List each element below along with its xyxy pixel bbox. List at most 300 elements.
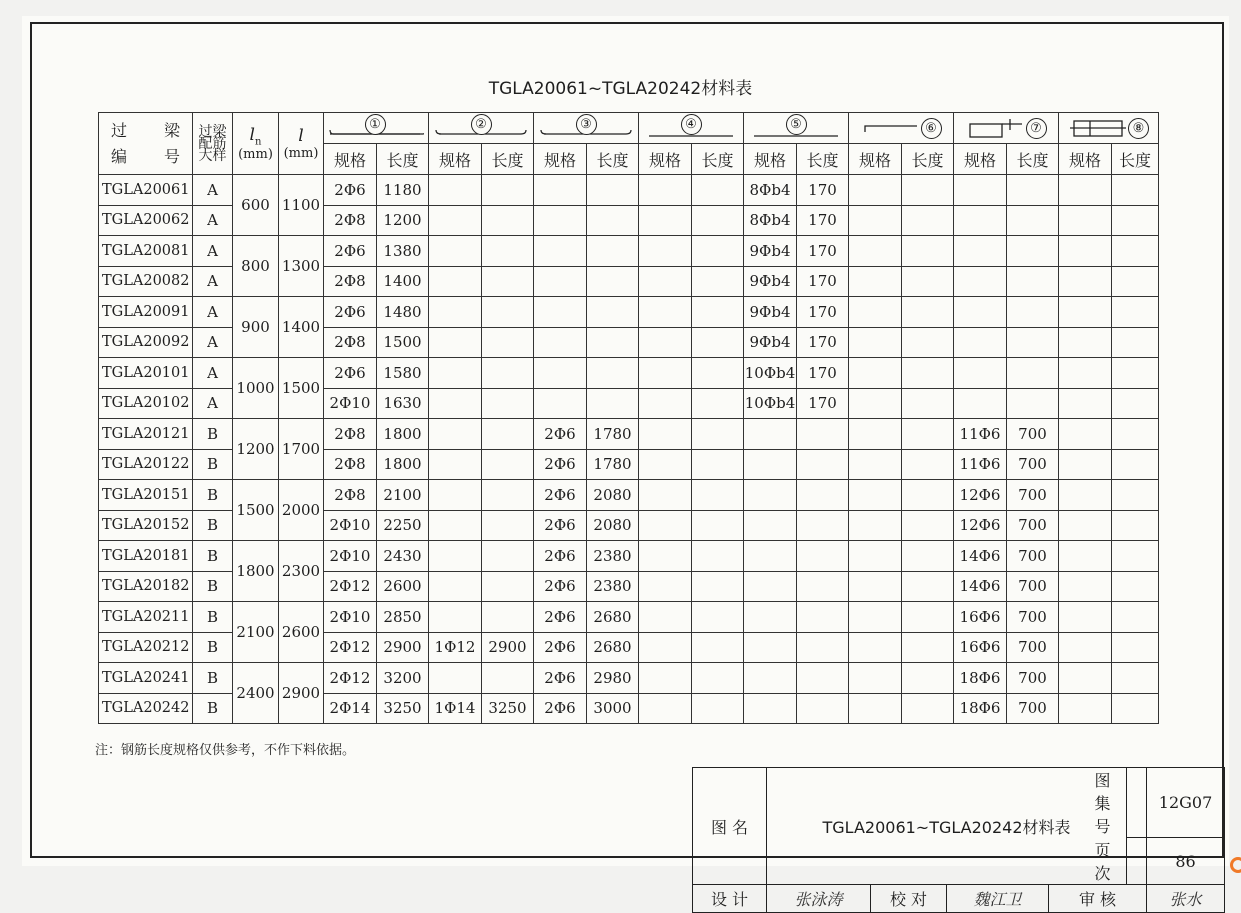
group-8-spec — [1059, 236, 1112, 267]
detail-type: B — [193, 632, 233, 663]
group-4-length — [692, 571, 744, 602]
detail-type: B — [193, 449, 233, 480]
group-3-length: 2980 — [587, 663, 639, 694]
ln-value: 1800 — [233, 541, 279, 602]
detail-type: A — [193, 266, 233, 297]
ln-value: 1000 — [233, 358, 279, 419]
group-1-spec: 2Φ6 — [324, 297, 377, 328]
group-8-spec — [1059, 297, 1112, 328]
group-1-spec: 2Φ8 — [324, 419, 377, 450]
group-6-spec — [849, 571, 902, 602]
table-row — [99, 297, 1159, 328]
group-6-length — [902, 510, 954, 541]
group-8-length — [1112, 327, 1159, 358]
table-row — [99, 358, 1159, 389]
group-4-spec — [639, 419, 692, 450]
group-5-spec — [744, 663, 797, 694]
group-8-spec — [1059, 419, 1112, 450]
group-1-length: 2900 — [377, 632, 429, 663]
spec-header: 规格 — [1059, 144, 1112, 175]
group-4-length — [692, 480, 744, 511]
beam-code: TGLA20211 — [99, 602, 193, 633]
ln-value: 1500 — [233, 480, 279, 541]
group-7-spec: 14Φ6 — [954, 541, 1007, 572]
beam-code: TGLA20241 — [99, 663, 193, 694]
group-7-header: ⑦ — [954, 113, 1059, 144]
page-number: 86 — [1147, 838, 1225, 885]
group-4-spec — [639, 236, 692, 267]
group-1-length: 1800 — [377, 449, 429, 480]
group-5-spec — [744, 419, 797, 450]
group-2-length — [482, 449, 534, 480]
group-4-spec — [639, 602, 692, 633]
group-8-length — [1112, 205, 1159, 236]
group-3-length: 2680 — [587, 602, 639, 633]
drawing-name: TGLA20061~TGLA20242材料表 — [767, 768, 1127, 885]
group-2-length — [482, 602, 534, 633]
spec-header: 规格 — [429, 144, 482, 175]
group-5-length: 170 — [797, 205, 849, 236]
group-2-spec — [429, 388, 482, 419]
group-3-length — [587, 297, 639, 328]
group-3-spec: 2Φ6 — [534, 602, 587, 633]
length-header: 长度 — [482, 144, 534, 175]
l-value: 1300 — [279, 236, 324, 297]
length-header: 长度 — [587, 144, 639, 175]
page-label: 页 次 — [1127, 838, 1147, 885]
group-6-spec — [849, 388, 902, 419]
ln-value: 900 — [233, 297, 279, 358]
group-1-length: 1800 — [377, 419, 429, 450]
beam-code: TGLA20061 — [99, 175, 193, 206]
group-6-length — [902, 480, 954, 511]
group-6-length — [902, 602, 954, 633]
group-4-spec — [639, 449, 692, 480]
footnote: 注：钢筋长度规格仅供参考，不作下料依据。 — [95, 743, 356, 758]
group-1-spec: 2Φ8 — [324, 480, 377, 511]
detail-type: B — [193, 571, 233, 602]
group-1-length: 1500 — [377, 327, 429, 358]
group-4-spec — [639, 693, 692, 724]
group-8-spec — [1059, 480, 1112, 511]
group-1-length: 1200 — [377, 205, 429, 236]
group-1-length: 1630 — [377, 388, 429, 419]
group-2-spec — [429, 510, 482, 541]
beam-code: TGLA20121 — [99, 419, 193, 450]
ln-value: 2400 — [233, 663, 279, 724]
group-8-length — [1112, 175, 1159, 206]
group-6-spec — [849, 327, 902, 358]
bar-shape-7-icon — [966, 116, 1026, 140]
group-4-spec — [639, 510, 692, 541]
group-2-length: 3250 — [482, 693, 534, 724]
group-3-length: 1780 — [587, 449, 639, 480]
group-2-spec — [429, 358, 482, 389]
group-7-spec — [954, 327, 1007, 358]
l-value: 2600 — [279, 602, 324, 663]
group-5-length: 170 — [797, 175, 849, 206]
group-7-length — [1007, 236, 1059, 267]
group-7-spec — [954, 175, 1007, 206]
group-4-length — [692, 205, 744, 236]
group-3-length: 1780 — [587, 419, 639, 450]
group-1-spec: 2Φ8 — [324, 449, 377, 480]
group-5-length: 170 — [797, 388, 849, 419]
drawing-name-label: 图 名 — [693, 768, 767, 885]
design-label: 设 计 — [693, 885, 767, 913]
group-4-length — [692, 449, 744, 480]
group-6-length — [902, 693, 954, 724]
group-7-length — [1007, 388, 1059, 419]
group-3-length — [587, 388, 639, 419]
group-6-length — [902, 266, 954, 297]
group-7-length — [1007, 266, 1059, 297]
detail-type: B — [193, 602, 233, 633]
group-3-length — [587, 358, 639, 389]
group-7-length: 700 — [1007, 571, 1059, 602]
group-2-length — [482, 480, 534, 511]
group-3-length: 2680 — [587, 632, 639, 663]
group-5-length: 170 — [797, 297, 849, 328]
group-7-spec: 11Φ6 — [954, 419, 1007, 450]
detail-type: A — [193, 297, 233, 328]
group-5-length — [797, 541, 849, 572]
group-4-length — [692, 358, 744, 389]
group-5-spec — [744, 480, 797, 511]
group-5-spec: 10Φb4 — [744, 358, 797, 389]
group-2-length — [482, 358, 534, 389]
length-header: 长度 — [797, 144, 849, 175]
group-5-length — [797, 571, 849, 602]
group-4-length — [692, 266, 744, 297]
group-6-spec — [849, 266, 902, 297]
corner-badge-icon — [1230, 857, 1241, 873]
group-6-length — [902, 571, 954, 602]
group-2-length — [482, 297, 534, 328]
group-8-length — [1112, 571, 1159, 602]
group-1-length: 2250 — [377, 510, 429, 541]
beam-code: TGLA20151 — [99, 480, 193, 511]
group-1-spec: 2Φ8 — [324, 266, 377, 297]
group-4-spec — [639, 663, 692, 694]
spec-header: 规格 — [534, 144, 587, 175]
group-5-length: 170 — [797, 327, 849, 358]
group-3-spec: 2Φ6 — [534, 480, 587, 511]
group-1-length: 2430 — [377, 541, 429, 572]
group-8-length — [1112, 266, 1159, 297]
group-4-spec — [639, 175, 692, 206]
group-3-spec: 2Φ6 — [534, 693, 587, 724]
group-5-length — [797, 449, 849, 480]
group-8-spec — [1059, 510, 1112, 541]
group-1-length: 1580 — [377, 358, 429, 389]
group-6-length — [902, 449, 954, 480]
detail-type: B — [193, 510, 233, 541]
group-5-spec: 10Φb4 — [744, 388, 797, 419]
group-1-spec: 2Φ6 — [324, 236, 377, 267]
group-6-length — [902, 663, 954, 694]
group-7-length: 700 — [1007, 541, 1059, 572]
group-8-spec — [1059, 358, 1112, 389]
group-7-length: 700 — [1007, 480, 1059, 511]
group-7-length: 700 — [1007, 510, 1059, 541]
group-4-spec — [639, 266, 692, 297]
group-7-spec: 16Φ6 — [954, 632, 1007, 663]
group-5-spec: 9Φb4 — [744, 327, 797, 358]
group-3-header: ③ — [534, 113, 639, 144]
group-3-length — [587, 175, 639, 206]
group-4-spec — [639, 541, 692, 572]
group-4-length — [692, 175, 744, 206]
group-2-length — [482, 571, 534, 602]
detail-type: A — [193, 358, 233, 389]
length-header: 长度 — [692, 144, 744, 175]
detail-type-header: 过梁 配筋 大样 — [193, 113, 233, 175]
group-2-length — [482, 541, 534, 572]
group-5-spec — [744, 693, 797, 724]
detail-type: B — [193, 693, 233, 724]
group-4-length — [692, 602, 744, 633]
group-3-spec — [534, 327, 587, 358]
group-8-length — [1112, 663, 1159, 694]
group-2-length — [482, 510, 534, 541]
group-3-spec: 2Φ6 — [534, 663, 587, 694]
beam-code: TGLA20242 — [99, 693, 193, 724]
group-6-length — [902, 388, 954, 419]
group-7-spec — [954, 205, 1007, 236]
group-6-spec — [849, 236, 902, 267]
group-2-spec — [429, 266, 482, 297]
table-row — [99, 602, 1159, 633]
detail-type: A — [193, 327, 233, 358]
group-5-spec — [744, 449, 797, 480]
group-8-length — [1112, 236, 1159, 267]
group-6-spec — [849, 632, 902, 663]
group-3-spec — [534, 175, 587, 206]
group-4-spec — [639, 297, 692, 328]
group-1-spec: 2Φ10 — [324, 541, 377, 572]
group-8-spec — [1059, 602, 1112, 633]
group-2-header: ② — [429, 113, 534, 144]
group-6-spec — [849, 693, 902, 724]
group-2-length — [482, 327, 534, 358]
group-6-length — [902, 236, 954, 267]
group-1-spec: 2Φ10 — [324, 510, 377, 541]
design-signature: 张泳涛 — [767, 885, 871, 913]
check-signature: 魏江卫 — [947, 885, 1049, 913]
beam-code-header: 过 梁 编 号 — [99, 113, 193, 175]
group-5-length: 170 — [797, 266, 849, 297]
group-1-length: 2600 — [377, 571, 429, 602]
group-5-spec — [744, 571, 797, 602]
group-1-spec: 2Φ14 — [324, 693, 377, 724]
length-header: 长度 — [377, 144, 429, 175]
material-table — [98, 112, 1159, 724]
group-2-length — [482, 266, 534, 297]
group-8-length — [1112, 693, 1159, 724]
group-7-spec: 14Φ6 — [954, 571, 1007, 602]
group-2-spec — [429, 663, 482, 694]
atlas-number: 12G07 — [1147, 768, 1225, 838]
group-5-length — [797, 510, 849, 541]
group-8-spec — [1059, 571, 1112, 602]
group-3-spec — [534, 236, 587, 267]
group-1-length: 2100 — [377, 480, 429, 511]
group-5-spec — [744, 510, 797, 541]
group-4-header: ④ — [639, 113, 744, 144]
group-7-length: 700 — [1007, 663, 1059, 694]
group-3-length — [587, 266, 639, 297]
group-3-spec: 2Φ6 — [534, 510, 587, 541]
group-2-spec: 1Φ14 — [429, 693, 482, 724]
group-4-spec — [639, 480, 692, 511]
group-6-spec — [849, 419, 902, 450]
group-1-length: 1400 — [377, 266, 429, 297]
group-3-spec: 2Φ6 — [534, 632, 587, 663]
group-8-spec — [1059, 388, 1112, 419]
group-5-length — [797, 693, 849, 724]
group-4-spec — [639, 571, 692, 602]
detail-type: A — [193, 236, 233, 267]
detail-type: B — [193, 541, 233, 572]
group-2-spec — [429, 449, 482, 480]
group-3-spec: 2Φ6 — [534, 571, 587, 602]
group-7-length: 700 — [1007, 449, 1059, 480]
check-label: 校 对 — [871, 885, 947, 913]
group-5-length: 170 — [797, 236, 849, 267]
group-3-length — [587, 205, 639, 236]
group-3-spec — [534, 266, 587, 297]
group-4-length — [692, 663, 744, 694]
l-value: 1700 — [279, 419, 324, 480]
l-value: 2300 — [279, 541, 324, 602]
group-1-spec: 2Φ6 — [324, 358, 377, 389]
group-1-length: 3250 — [377, 693, 429, 724]
group-4-length — [692, 297, 744, 328]
group-5-spec — [744, 602, 797, 633]
group-6-length — [902, 419, 954, 450]
group-5-spec: 9Φb4 — [744, 236, 797, 267]
group-8-length — [1112, 602, 1159, 633]
group-8-length — [1112, 510, 1159, 541]
group-6-spec — [849, 175, 902, 206]
ln-value: 1200 — [233, 419, 279, 480]
group-3-spec — [534, 388, 587, 419]
group-2-length — [482, 205, 534, 236]
group-8-length — [1112, 419, 1159, 450]
group-5-length: 170 — [797, 358, 849, 389]
group-5-spec — [744, 541, 797, 572]
ln-value: 800 — [233, 236, 279, 297]
group-7-spec: 12Φ6 — [954, 480, 1007, 511]
bar-shape-6-icon — [861, 116, 921, 140]
group-6-length — [902, 358, 954, 389]
group-2-spec — [429, 205, 482, 236]
group-7-spec — [954, 297, 1007, 328]
group-2-spec — [429, 541, 482, 572]
group-8-spec — [1059, 693, 1112, 724]
group-6-header: ⑥ — [849, 113, 954, 144]
group-7-length: 700 — [1007, 419, 1059, 450]
group-2-spec: 1Φ12 — [429, 632, 482, 663]
l-value: 1400 — [279, 297, 324, 358]
group-1-length: 2850 — [377, 602, 429, 633]
group-5-spec: 9Φb4 — [744, 266, 797, 297]
table-title: TGLA20061~TGLA20242材料表 — [488, 79, 753, 99]
group-5-spec: 9Φb4 — [744, 297, 797, 328]
group-7-spec: 11Φ6 — [954, 449, 1007, 480]
group-2-length — [482, 419, 534, 450]
group-6-length — [902, 541, 954, 572]
group-5-spec — [744, 632, 797, 663]
group-5-length — [797, 419, 849, 450]
beam-code: TGLA20082 — [99, 266, 193, 297]
group-5-length — [797, 480, 849, 511]
review-signature: 张水 — [1147, 885, 1225, 913]
group-3-length: 2080 — [587, 480, 639, 511]
group-5-spec: 8Φb4 — [744, 205, 797, 236]
group-4-spec — [639, 205, 692, 236]
group-7-spec: 12Φ6 — [954, 510, 1007, 541]
group-7-length — [1007, 358, 1059, 389]
beam-code: TGLA20102 — [99, 388, 193, 419]
group-8-spec — [1059, 449, 1112, 480]
table-row — [99, 541, 1159, 572]
group-4-length — [692, 236, 744, 267]
group-2-length — [482, 663, 534, 694]
detail-type: B — [193, 419, 233, 450]
beam-code: TGLA20101 — [99, 358, 193, 389]
group-2-spec — [429, 236, 482, 267]
group-3-spec: 2Φ6 — [534, 419, 587, 450]
group-4-spec — [639, 632, 692, 663]
group-6-length — [902, 297, 954, 328]
group-8-length — [1112, 358, 1159, 389]
length-header: 长度 — [902, 144, 954, 175]
spec-header: 规格 — [324, 144, 377, 175]
group-1-spec: 2Φ8 — [324, 327, 377, 358]
group-6-length — [902, 205, 954, 236]
beam-code: TGLA20091 — [99, 297, 193, 328]
group-5-length — [797, 602, 849, 633]
group-1-spec: 2Φ12 — [324, 663, 377, 694]
group-3-spec: 2Φ6 — [534, 449, 587, 480]
group-3-length — [587, 236, 639, 267]
group-4-length — [692, 419, 744, 450]
group-8-spec — [1059, 175, 1112, 206]
group-4-spec — [639, 388, 692, 419]
ln-value: 600 — [233, 175, 279, 236]
group-2-spec — [429, 480, 482, 511]
beam-code: TGLA20181 — [99, 541, 193, 572]
title-block — [692, 767, 1225, 913]
length-header: 长度 — [1007, 144, 1059, 175]
group-1-length: 1380 — [377, 236, 429, 267]
ln-value: 2100 — [233, 602, 279, 663]
l-value: 2900 — [279, 663, 324, 724]
group-8-spec — [1059, 632, 1112, 663]
group-8-header: ⑧ — [1059, 113, 1159, 144]
group-6-spec — [849, 541, 902, 572]
group-7-length — [1007, 327, 1059, 358]
group-1-length: 3200 — [377, 663, 429, 694]
group-3-spec — [534, 358, 587, 389]
group-7-length: 700 — [1007, 602, 1059, 633]
group-3-spec — [534, 205, 587, 236]
table-row — [99, 175, 1159, 206]
group-7-spec — [954, 236, 1007, 267]
group-7-spec — [954, 266, 1007, 297]
